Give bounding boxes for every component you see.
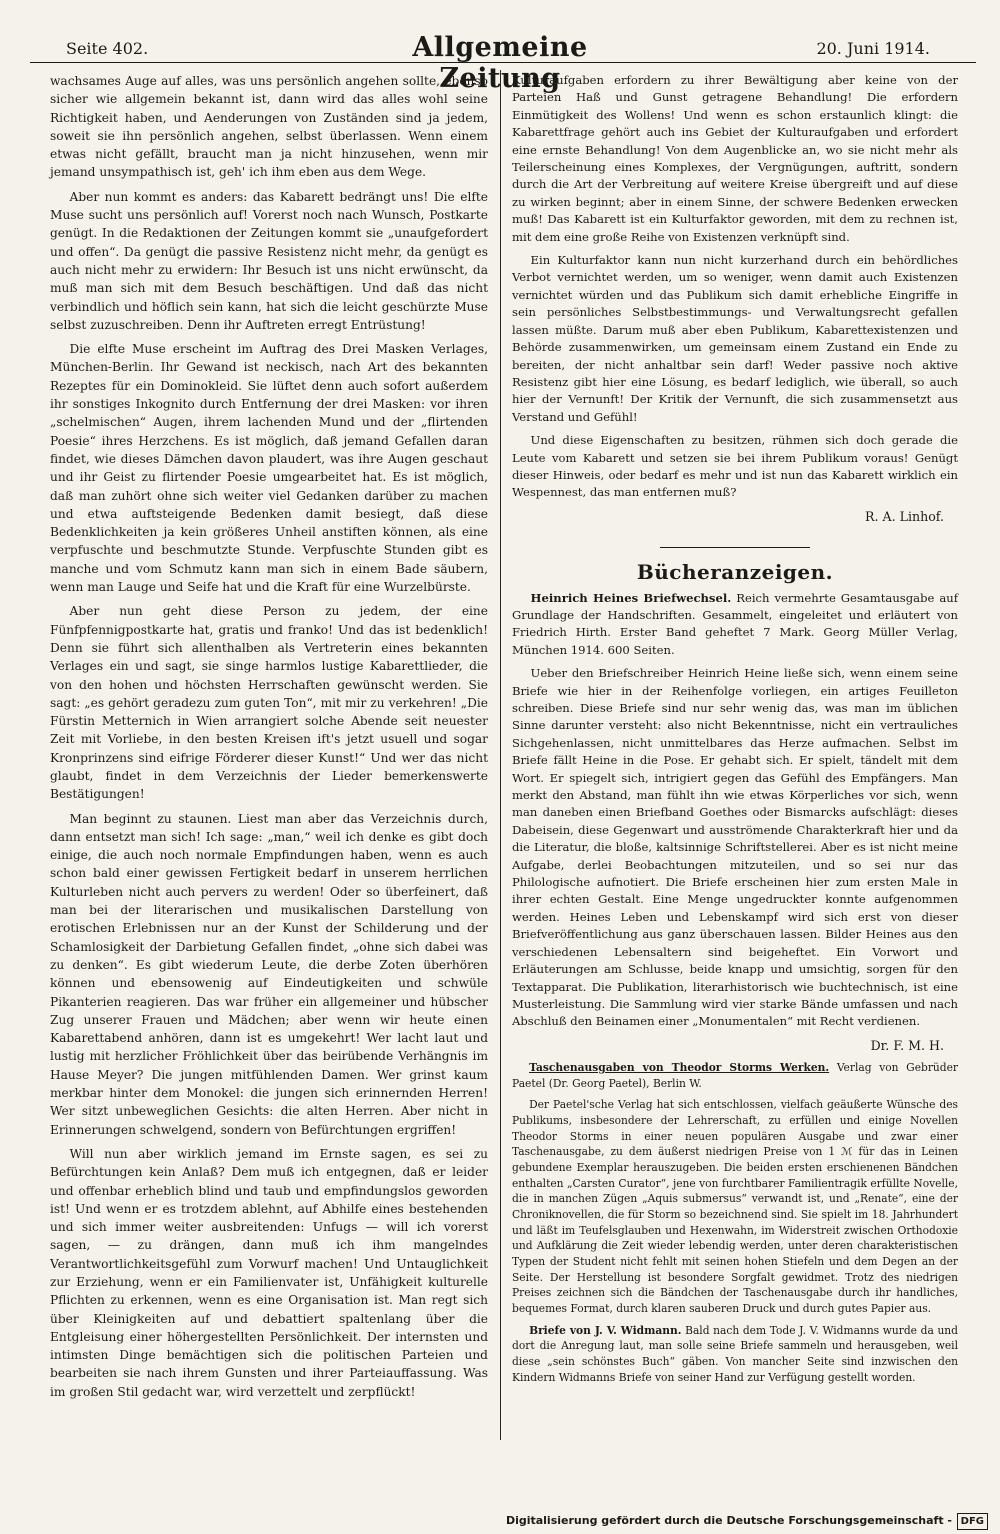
review-body: Ueber den Briefschreiber Heinrich Heine ließe sich, wenn einem seine Briefe wie hier in der Reihenfolge vorliegen, ein artiges Feuilleton schreiben. Diese Briefe sind nur sehr wenig das, was man im üblichen Sinne darunter versteht: also nicht Bekenntnisse, nicht ein vertrauliches Sichgehenlassen, nicht unmittelbares das Herze aufmachen. Selbst im Briefe fällt Heine in die Pose. Er gehabt sich. Er spielt, tändelt mit dem Wort. Er spiegelt sich, intrigiert gegen das Gefühl des Empfängers. Man merkt den Abstand, man fühlt ihn wie etwas Körperliches vor sich, wenn man daneben einen Briefband Goethes oder Bismarcks aufschlägt: dieses Dabeisein, diese Gegenwart und ausströmende Charakterkraft hier und da die Literatur, die bloße, kaltsinnige Schriftstellerei. Aber es ist nicht meine Aufgabe, derlei Beobachtungen mitzuteilen, und so sei nur das Philologische aufnotiert. Die Briefe erscheinen hier zum ersten Male in ihrer echten Gestalt. Eine Menge ungedruckter konnte aufgenommen werden. Heines Leben und Lebenskampf wird sich erst von dieser Briefveröffentlichung aus ganz überschauen lassen. Bilder Heines aus den verschiedenen Lebensaltern sind beigeheftet. Ein Vorwort und Erläuterungen am Schlusse, beide knapp und umsichtig, sorgen für den Textapparat. Die Publikation, literarhistorisch wie buchtechnisch, ist eine Musterleistung. Die Sammlung wird vier starke Bände umfassen und nach Abschluß den Beinamen einer „Monumentalen“ mit Recht verdienen. [512, 666, 958, 1029]
digitization-footer [0, 1512, 1000, 1534]
review-storm [512, 1060, 958, 1091]
review-intro: Reich vermehrte Gesamtausgabe auf Grundlage der Handschriften. Gesammelt, eingeleitet und erläutert von Friedrich Hirth. Erster Band geheftet 7 Mark. Georg Müller Verlag, München 1914. 600 Seiten. [512, 590, 958, 657]
review-body: Bald nach dem Tode J. V. Widmanns wurde da und dort die Anregung laut, man solle seine Briefe sammeln und herausgeben, weil diese „sein schönstes Buch“ gäben. Von mancher Seite sind inzwischen den Kindern Widmanns Briefe von seiner Hand zur Verfügung gestellt worden. [512, 1323, 958, 1384]
review-body: Der Paetel'sche Verlag hat sich entschlossen, vielfach geäußerte Wünsche des Publikums, insbesondere der Lehrerschaft, zu erfüllen und einige Novellen Theodor Storms in einer neuen populären Ausgabe und zwar einer Taschenausgabe, zu dem äußerst niedrigen Preise von 1 ℳ für das in Leinen gebundene Exemplar herauszugeben. Die beiden ersten erschienenen Bändchen enthalten „Carsten Curator“, jene von furchtbarer Familientragik erfüllte Novelle, die in manchen Zügen „Aquis submersus“ verwandt ist, und „Renate“, eine der Chroniknovellen, die für Storm so bezeichnend sind. Sie spielt im 18. Jahrhundert und läßt im Teufelsglauben und Hexenwahn, im Widerstreit zwischen Orthodoxie und Aufklärung die Zeit wieder lebendig werden, unter deren charakteristischen Typen der Student nicht fehlt mit seinen hohen Stiefeln und dem Degen an der Seite. Der Herstellung ist besondere Sorgfalt gewidmet. Trotz des niedrigen Preises zeichnen sich die Bändchen der Taschenausgabe durch ihr handliches, bequemes Format, durch klaren sauberen Druck und durch gutes Papier aus. [512, 1098, 958, 1315]
article-paragraph: wachsames Auge auf alles, was uns persönlich angehen sollte, ebenso sicher wie allgemein bekannt ist, dann wird das alles wohl seine Richtigkeit haben, und Aenderungen von Zuständen sind ja jedem, soweit sie ihn persönlich angehen, selbst überlassen. Wenn einem etwas nicht gefällt, braucht man ja nicht hinzusehen, wenn mir jemand unsympathisch ist, geh' ich ihm eben aus dem Wege. [50, 74, 488, 180]
article-paragraph: Man beginnt zu staunen. Liest man aber das Verzeichnis durch, dann entsetzt man sich! Ich sage: „man,“ weil ich denke es gibt doch einige, die auch noch normale Empfindungen haben, wenn es auch schon bald einer gewissen Fertigkeit bedarf in unserem herrlichen Kulturleben nicht auch pervers zu werden! Oder so überfeinert, daß man bei der literarischen und musikalischen Darstellung von erotischen Erlebnissen nur an der Kunst der Schilderung und der Schamlosigkeit der Darbietung Gefallen findet, „ohne sich dabei was zu denken“. Es gibt wiederum Leute, die derbe Zoten überhören können und ebensowenig auf Eindeutigkeiten und schwüle Pikanterien reagieren. Das war früher ein allgemeiner und hübscher Zug unserer Frauen und Mädchen; aber wenn wir heute einen Kabarettabend anhören, dann ist es umgekehrt! Wer lacht laut und lustig mit herzlicher Fröhlichkeit über das beirübende Verhängnis im Hause Meyer? Die jungen mitfühlenden Damen. Wer grinst kaum merkbar hinter dem Monokel: die jungen sich erinnernden Herren! Wer sitzt unbeweglichen Gesichts: die alten Herren. Aber nicht in Erinnerungen schwelgend, sondern von Befürchtungen ergriffen! [50, 811, 488, 1137]
article-paragraph: Aber nun kommt es anders: das Kabarett bedrängt uns! Die elfte Muse sucht uns persönlich auf! Vorerst noch nach Wunsch, Postkarte genügt. In die Redaktionen der Zeitungen kommt sie „unaufgefordert und offen“. Da genügt die passive Resistenz nicht mehr, da genügt es auch nicht mehr zu erwidern: Ihr Besuch ist uns nicht erwünscht, da muß man sich mit dem Besuch beschäftigen. Und daß das nicht verbindlich und höflich sein kann, hat sich die leicht geschürzte Muse selbst zuzuschreiben. Denn ihr Auftreten erregt Entrüstung! [50, 189, 488, 332]
review-intro: Verlag von Gebrüder Paetel (Dr. Georg Paetel), Berlin W. [512, 1061, 959, 1090]
article-paragraph: Will nun aber wirklich jemand im Ernste sagen, es sei zu Befürchtungen kein Anlaß? Dem muß ich entgegnen, daß er leider und offenbar erheblich blind und taub und empfindungslos geworden ist! Und wenn er es trotzdem ablehnt, auf Abhilfe eines bestehenden und sich immer weiter ausbreitenden: Unfugs — will ich vorerst sagen, — zu drängen, dann muß ich ihm mangelndes Verantwortlichkeitsgefühl zum Vorwurf machen! Und Untauglichkeit zur Erziehung, wenn er ein Familienvater ist, Unfähigkeit kulturelle Pflichten zu erkennen, wenn es eine Organisation ist. Man regt sich über Kleinigkeiten auf und debattiert spaltenlang über die Entgleisung einer höhergestellten Persönlichkeit. Der internsten und intimsten Dinge bemächtigen sich die politischen Parteien und bearbeiten sie nach ihrem Gunsten und ihrer Parteiauffassung. Was im großen Stil gedacht war, wird verzettelt und zerpflückt! [50, 1146, 488, 1399]
article-paragraph: Die elfte Muse erscheint im Auftrag des Drei Masken Verlages, München-Berlin. Ihr Gewand ist neckisch, nach Art des bekannten Rezeptes für ein Dominokleid. Sie lüftet denn auch sofort außerdem ihr sonstiges Inkognito durch Entfernung der drei Masken: vor ihren „schelmischen“ Augen, ihrem lachenden Mund und der „flirtenden Poesie“ ihres Herzchens. Es ist möglich, daß jemand Gefallen daran findet, wie dieses Dämchen davon plaudert, was ihre Augen geschaut und ihr Geist zu flirtender Poesie umgearbeitet hat. Es ist möglich, daß man zuhört ohne sich weiter viel Gedanken darüber zu machen und etwa auftsteigende Bedenken damit besiegt, daß diese Bedenklichkeiten ja kein größeres Unheil anstiften können, als eine verpfuschte und beschmutzte Stunde. Verpfuschte Stunden gibt es manche und vom Schmutz kann man sich in einem Bade säubern, wenn man Lauge und Seife hat und die Kraft für eine Wurzelbürste. [50, 342, 488, 595]
article-paragraph: Ein Kulturfaktor kann nun nicht kurzerhand durch ein behördliches Verbot vernichtet werden, um so weniger, wenn damit auch Existenzen vernichtet würden und das Publikum sich damit erhebliche Eingriffe in sein persönliches Selbstbestimmungs- und Verwaltungsrecht gefallen lassen müßte. Darum muß aber eben Publikum, Kabarettexistenzen und Behörde zusammenwirken, um gemeinsam einem Zustand ein Ende zu bereiten, der nicht anhaltbar sein darf! Weder passive noch aktive Resistenz gibt hier eine Lösung, es bedarf lediglich, wie überall, so auch hier der Vernunft! Der Kritik der Vernunft, die sich zusammensetzt aus Verstand und Gefühl! [512, 253, 958, 424]
right-column [512, 72, 958, 1391]
column-divider [500, 70, 501, 1440]
dfg-logo: DFG [957, 1513, 988, 1530]
article-paragraph: Kulturaufgaben erfordern zu ihrer Bewältigung aber keine von der Parteien Haß und Gunst getragene Behandlung! Die erfordern Einmütigkeit des Wollens! Und wenn es schon erstaunlich klingt: die Kabarettfrage gehört auch ins Gebiet der Kulturaufgaben und erfordert eine ernste Behandlung! Von dem Augenblicke an, wo sie nicht mehr als Teilerscheinung eines Komplexes, der Vergnügungen, auftritt, sondern durch die Art der Verbreitung auf weitere Kreise übergreift und auf diese zu wirken beginnt; aber in einem Sinne, der schwere Bedenken erwecken muß! Das Kabarett ist ein Kulturfaktor geworden, mit dem zu rechnen ist, mit dem eine große Reihe von Existenzen verknüpft sind. [512, 73, 958, 244]
review-title: Taschenausgaben von Theodor Storms Werken. [529, 1061, 830, 1075]
review-widmann [512, 1323, 958, 1386]
left-column [50, 72, 488, 1407]
header-rule [30, 62, 976, 63]
review-title: Heinrich Heines Briefwechsel. [530, 590, 732, 605]
footer-credit: Digitalisierung gefördert durch die Deutsche Forschungsgemeinschaft - [505, 1514, 952, 1527]
page-number: Seite 402. [66, 39, 149, 58]
section-separator [660, 547, 810, 548]
masthead-title: Allgemeine Zeitung [412, 32, 588, 94]
review-title: Briefe von J. V. Widmann. [529, 1323, 682, 1337]
review-signature: Dr. F. M. H. [870, 1037, 944, 1053]
article-paragraph: Und diese Eigenschaften zu besitzen, rühmen sich doch gerade die Leute vom Kabarett und setzen sie bei ihrem Publikum voraus! Genügt dieser Hinweis, oder bedarf es mehr und ist nun das Kabarett wirklich ein Wespennest, das man entfernen muß? [512, 433, 958, 500]
article-signature: R. A. Linhof. [865, 508, 944, 524]
article-paragraph: Aber nun geht diese Person zu jedem, der eine Fünfpfennigpostkarte hat, gratis und franko! Und das ist bedenklich! Denn sie führt sich allenthalben als Vertreterin eines bekannten Verlages ein und sagt, sie singe harmlos lustige Kabarettlieder, die von den hohen und höchsten Herrschaften gewünscht werden. Sie sagt: „es gehört geradezu zum guten Ton“, mit mir zu verkehren! „Die Fürstin Metternich in Wien arrangiert solche Abende seit neuester Zeit mit Vorliebe, in den besten Kreisen ift's jetzt usuell und sogar Kronprinzens sind eifrige Förderer dieser Kunst!“ Und wer das nicht glaubt, findet in dem Verzeichnis der Lieder bemerkenswerte Bestätigungen! [50, 604, 488, 802]
page-header [0, 0, 1000, 94]
review-heine [512, 590, 958, 660]
issue-date: 20. Juni 1914. [816, 39, 930, 58]
section-title: Bücheranzeigen. [636, 560, 834, 585]
